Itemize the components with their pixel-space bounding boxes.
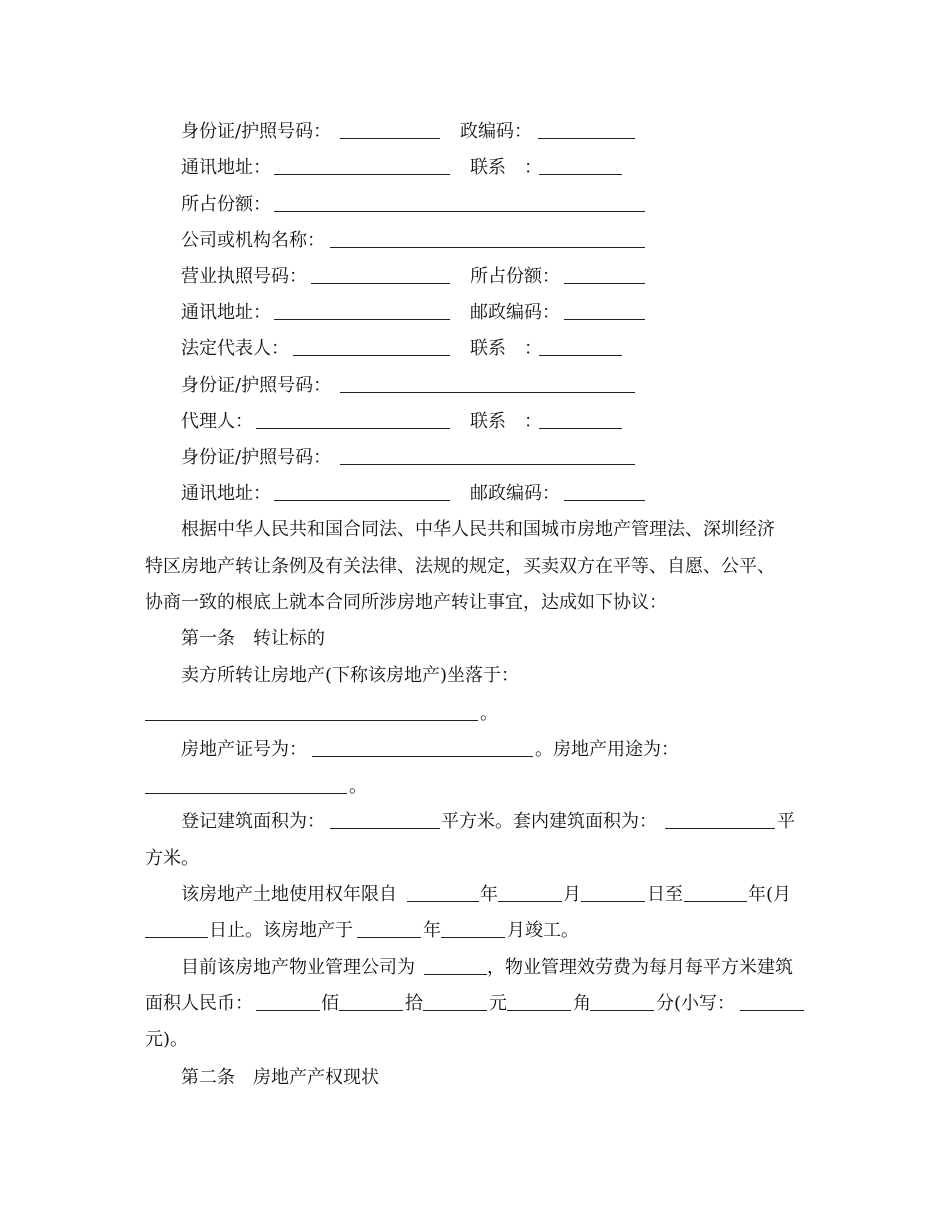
form-line-id [0,444,950,472]
intro-line: 特区房地产转让条例及有关法律、法规的规定，买卖双方在平等、自愿、公平、 [145,555,775,577]
blank-field[interactable] [311,283,450,284]
blank-field[interactable] [498,901,562,902]
unit-yuan: 元 [489,993,507,1014]
label-land-use-term: 该房地产土地使用权年限自 [181,884,397,905]
land-use-line-2 [0,917,950,945]
label-address: 通讯地址： [181,157,271,178]
blank-field[interactable] [539,174,622,175]
label-completed: 月竣工。 [507,920,579,941]
blank-field[interactable] [145,937,208,938]
article-2-heading: 第二条 房地产产权现状 [181,1067,379,1088]
label-business-license: 营业执照号码： [181,266,307,287]
blank-field[interactable] [539,355,622,356]
label-management-company: 目前该房地产物业管理公司为 [181,957,415,978]
form-line-id [0,372,950,400]
form-line-address [0,299,950,327]
blank-field[interactable] [539,428,622,429]
use-blank-line [0,773,950,801]
unit-yuan-end: 元)。 [145,1029,189,1050]
fee-line [0,990,950,1018]
label-registered-area: 登记建筑面积为： [181,811,325,832]
blank-field[interactable] [423,1010,487,1011]
blank-field[interactable] [256,1010,320,1011]
blank-field[interactable] [740,1010,804,1011]
cert-line [0,736,950,764]
unit-year: 年 [423,920,441,941]
intro-paragraph [145,512,805,622]
blank-field[interactable] [274,211,645,212]
label-agent: 代理人： [181,411,253,432]
blank-field[interactable] [145,720,478,721]
blank-field[interactable] [145,793,347,794]
label-postcode: 邮政编码： [470,483,560,504]
form-line-legal-rep [0,335,950,363]
unit-ten: 拾 [405,993,423,1014]
blank-field[interactable] [330,828,440,829]
blank-field[interactable] [538,138,635,139]
label-company-name: 公司或机构名称： [181,230,325,251]
label-contact: 联系 ： [470,338,542,359]
label-postcode: 政编码： [460,121,532,142]
form-line-id [0,118,950,146]
blank-field[interactable] [564,500,645,501]
blank-field[interactable] [340,464,635,465]
label-share: 所占份额： [470,266,560,287]
form-line-share [0,191,950,219]
location-line [0,662,950,690]
blank-field[interactable] [407,901,479,902]
blank-field[interactable] [293,355,450,356]
label-id-passport: 身份证/护照号码： [181,375,332,396]
article-1-heading-line [0,625,950,653]
label-inner-area: 平方米。套内建筑面积为： [441,811,657,832]
blank-field[interactable] [424,974,487,975]
form-line-license [0,263,950,291]
blank-field[interactable] [340,138,440,139]
unit-fen-lowercase: 分(小写： [656,993,736,1014]
unit-day-end: 日止。该房地产于 [209,920,353,941]
blank-field[interactable] [441,937,505,938]
blank-field[interactable] [312,756,533,757]
intro-line: 协商一致的根底上就本合同所涉房地产转让事宜，达成如下协议： [145,592,667,613]
blank-field[interactable] [357,937,421,938]
label-share: 所占份额： [181,194,271,215]
form-line-company [0,227,950,255]
unit-month: 月 [563,884,581,905]
area-line-2 [0,845,950,873]
area-line [0,808,950,836]
unit-hundred: 佰 [321,993,339,1014]
period: 。 [349,776,367,797]
blank-field[interactable] [339,1010,403,1011]
location-blank-line [0,700,950,728]
label-id-passport: 身份证/护照号码： [181,447,332,468]
form-line-address [0,154,950,182]
blank-field[interactable] [590,1010,654,1011]
unit-year: 年 [480,884,498,905]
label-postcode: 邮政编码： [470,302,560,323]
land-use-line [0,881,950,909]
intro-line: 根据中华人民共和国合同法、中华人民共和国城市房地产管理法、深圳经济 [181,519,775,540]
blank-field[interactable] [330,247,645,248]
unit-jiao: 角 [573,993,591,1014]
label-cert-number: 房地产证号为： [181,739,307,760]
unit-ping: 平 [777,811,795,832]
blank-field[interactable] [665,828,775,829]
label-contact: 联系 ： [470,157,542,178]
form-line-address [0,480,950,508]
label-legal-representative: 法定代表人： [181,338,289,359]
label-service-fee: ，物业管理效劳费为每月每平方米建筑 [487,957,793,978]
blank-field[interactable] [684,901,747,902]
blank-field[interactable] [274,174,450,175]
blank-field[interactable] [274,319,450,320]
form-line-agent [0,408,950,436]
blank-field[interactable] [564,283,645,284]
fee-line-2 [0,1026,950,1054]
management-line [0,954,950,982]
blank-field[interactable] [507,1010,571,1011]
label-contact: 联系 ： [470,411,542,432]
label-id-passport: 身份证/护照号码： [181,121,332,142]
article-1-heading: 第一条 转让标的 [181,628,325,649]
blank-field[interactable] [274,500,450,501]
unit-year-month: 年(月 [748,884,792,905]
blank-field[interactable] [564,319,645,320]
blank-field[interactable] [340,392,635,393]
label-location: 卖方所转让房地产(下称该房地产)坐落于： [181,665,520,686]
label-address: 通讯地址： [181,302,271,323]
label-address: 通讯地址： [181,483,271,504]
blank-field[interactable] [581,901,645,902]
article-2-heading-line [0,1064,950,1092]
period: 。 [480,703,498,724]
label-area-rmb: 面积人民币： [145,993,253,1014]
unit-day-to: 日至 [647,884,683,905]
unit-square-meter: 方米。 [145,848,199,869]
blank-field[interactable] [256,428,450,429]
label-use: 。房地产用途为： [535,739,679,760]
